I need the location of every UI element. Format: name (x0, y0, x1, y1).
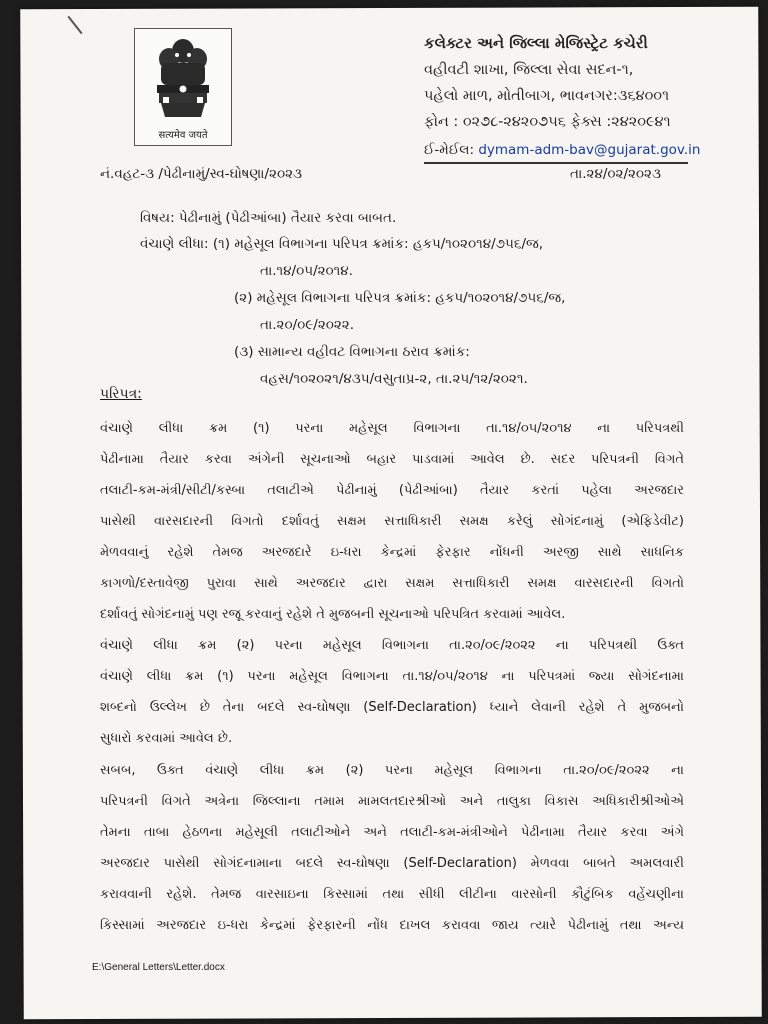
paragraph-line: વંચાણે લીધા ક્રમ (૨) પરના મહેસૂલ વિભાગના તા.૨૦/૦૯/૨૦૨૨ ના પરિપત્રથી ઉક્ત (100, 638, 684, 653)
pen-mark (67, 16, 82, 35)
office-email-line (424, 142, 700, 158)
reference-2-line-1: (૨) મહેસૂલ વિભાગના પરિપત્ર ક્રમાંક: હકપ/૧૦૨૦૧૪/૭૫૬/જ, (234, 290, 566, 306)
reference-3-line-2: વહસ/૧૦૨૦૨૧/૪૩૫/વસુતાપ્ર-૨, તા.૨૫/૧૨/૨૦૨૧. (260, 371, 528, 387)
circular-heading: પરિપત્ર: (100, 386, 142, 402)
paragraph-line: શબ્દનો ઉલ્લેખ છે તેના બદલે સ્વ-ઘોષણા (Self-Declaration) ધ્યાને લેવાની રહેશે તે મુજબનો (100, 700, 684, 715)
paragraph-line: સબબ, ઉક્ત વંચાણે લીધા ક્રમ (૨) પરના મહેસૂલ વિભાગના તા.૨૦/૦૯/૨૦૨૨ ના (100, 763, 684, 778)
paragraph-line: પેઢીનામા તૈયાર કરવા અંગેની સૂચનાઓ બહાર પાડવામાં આવેલ છે. સદર પરિપત્રની વિગતે (100, 452, 684, 467)
paragraph-line: કરાવવાની રહેશે. તેમજ વારસાઇના કિસ્સામાં તથા સીધી લીટીના વારસોની કૌટુંબિક વહેંચણીના (100, 887, 684, 902)
office-phone: ફોન : ૦૨૭૮-૨૪૨૦૭૫૬ ફેક્સ :૨૪૨૦૯૪૧ (424, 114, 671, 130)
paragraph-line: કાગળો/દસ્તાવેજી પુરાવા સાથે અરજદાર દ્વારા સક્ષમ સત્તાધિકારી સમક્ષ વારસદારની વિગતો (100, 576, 684, 591)
file-path-footer: E:\General Letters\Letter.docx (92, 962, 225, 973)
paragraph-line: દર્શાવતું સોગંદનામું પણ રજૂ કરવાનું રહેશે તે મુજબની સૂચનાઓ પરિપત્રિત કરવામાં આવેલ. (100, 607, 566, 622)
paragraph-line: સુધારો કરવામાં આવેલ છે. (100, 731, 233, 746)
office-branch: વહીવટી શાખા, જિલ્લા સેવા સદન-૧, (424, 62, 634, 78)
paragraph-line: કિસ્સામાં અરજદાર ઇ-ધરા કેન્દ્રમાં ફેરફારની નોંધ દાખલ કરાવવા જાય ત્યારે પેઢીનામું તથા અન્ય (100, 918, 684, 933)
paragraph-line: તેમના તાબા હેઠળના મહેસૂલી તલાટીઓને અને તલાટી-કમ-મંત્રીઓને પેઢીનામા તૈયાર કરવા અંગે (100, 825, 684, 840)
emblem-motto: सत्यमेव जयते (158, 130, 208, 141)
reference-number: નં.વહટ-૩ /પેઢીનામું/સ્વ-ઘોષણા/૨૦૨૩ (100, 166, 302, 182)
email-label: ઈ-મેઈલ: (424, 142, 475, 158)
paragraph-1 (100, 413, 684, 630)
paragraph-line: પરિપત્રની વિગતે અત્રેના જિલ્લાના તમામ મામલતદારશ્રીઓ અને તાલુકા વિકાસ અધિકારીશ્રીઓએ (100, 794, 684, 809)
state-emblem-icon (147, 33, 219, 125)
office-address: પહેલો માળ, મોતીબાગ, ભાવનગર:૩૬૪૦૦૧ (424, 88, 670, 104)
reference-2-line-2: તા.૨૦/૦૯/૨૦૨૨. (260, 317, 355, 333)
paragraph-line: વંચાણે લીધા ક્રમ (૧) પરના મહેસૂલ વિભાગના તા.૧૪/૦૫/૨૦૧૪ ના પરિપત્રમાં જ્યા સોગંદનામા (100, 669, 684, 684)
header-divider (424, 162, 688, 164)
email-address[interactable]: dymam-adm-bav@gujarat.gov.in (478, 142, 701, 158)
letter-date: તા.૨૪/૦૨/૨૦૨૩ (570, 166, 661, 182)
reference-3-line-1: (૩) સામાન્ય વહીવટ વિભાગના ઠરાવ ક્રમાંક: (234, 344, 470, 360)
emblem-frame (134, 28, 232, 146)
subject-line: વિષય: પેઢીનામું (પેઢીઆંબા) તૈયાર કરવા બાબત. (140, 210, 397, 226)
paragraph-2 (100, 630, 684, 754)
office-name: કલેક્ટર અને જિલ્લા મેજિસ્ટ્રેટ કચેરી (424, 34, 648, 52)
reference-1-line-2: તા.૧૪/૦૫/૨૦૧૪. (260, 263, 353, 279)
paragraph-line: તલાટી-કમ-મંત્રી/સીટી/કસ્બા તલાટીએ પેઢીનામું (પેઢીઆંબા) તૈયાર કરતાં પહેલા અરજદાર (100, 483, 684, 498)
reference-1-line-1: વંચાણે લીધા: (૧) મહેસૂલ વિભાગના પરિપત્ર ક્રમાંક: હકપ/૧૦૨૦૧૪/૭૫૬/જ, (140, 236, 544, 252)
paragraph-line: અરજદાર પાસેથી સોગંદનામાના બદલે સ્વ-ઘોષણા (Self-Declaration) મેળવવા બાબતે અમલવારી (100, 856, 684, 871)
paragraph-line: મેળવવાનું રહેશે તેમજ અરજદારે ઇ-ધરા કેન્દ્રમાં ફેરફાર નોંધની અરજી સાથે સાધનિક (100, 545, 684, 560)
paragraph-3 (100, 755, 684, 941)
paragraph-line: પાસેથી વારસદારની વિગતો દર્શાવતું સક્ષમ સત્તાધિકારી સમક્ષ કરેલું સોગંદનામું (એફિડેવીટ) (100, 514, 684, 529)
paragraph-line: વંચાણે લીધા ક્રમ (૧) પરના મહેસૂલ વિભાગના તા.૧૪/૦૫/૨૦૧૪ ના પરિપત્રથી (100, 421, 684, 436)
